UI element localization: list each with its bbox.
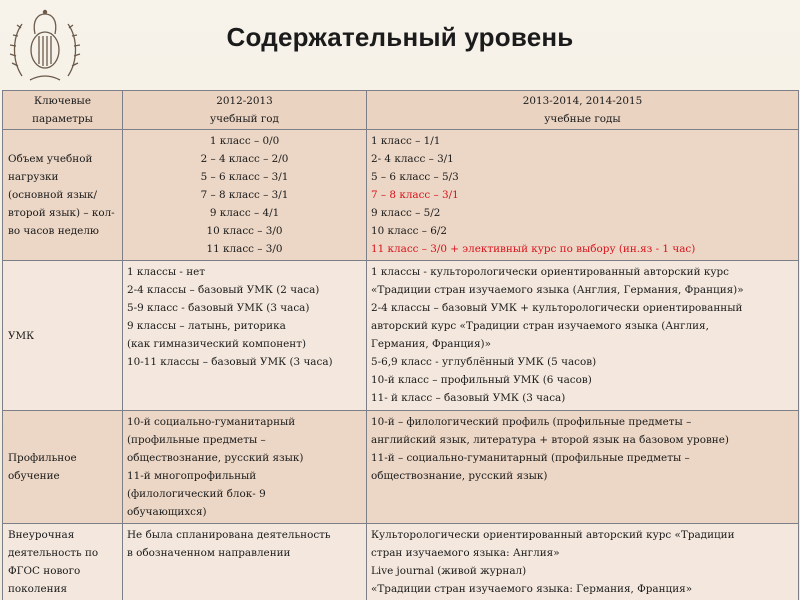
table-header-row [3, 91, 799, 130]
row-2012-cell [123, 411, 367, 524]
cell-line: 2- 4 класс – 3/1 [371, 153, 454, 165]
header-line: параметры [32, 113, 93, 125]
cell-line: 7 – 8 класс – 3/1 [200, 189, 289, 201]
cell-line: 10-й социально-гуманитарный [127, 416, 296, 428]
key-line: во часов неделю [8, 225, 99, 237]
key-line: УМК [8, 329, 35, 342]
key-line: (основной язык/ [8, 189, 98, 201]
key-line: ФГОС нового [8, 565, 81, 577]
cell-line: 10 класс – 3/0 [206, 225, 283, 237]
row-2012-cell [123, 130, 367, 261]
key-line: деятельность по [8, 547, 99, 559]
key-line: Объем учебной [8, 153, 93, 165]
cell-line-highlighted: 7 – 8 класс – 3/1 [371, 189, 459, 201]
key-line: второй язык) – кол- [8, 207, 115, 219]
cell-line: 10-й – филологический профиль (профильные предметы – [371, 416, 692, 428]
cell-line: 10 класс – 6/2 [371, 225, 447, 237]
key-line: нагрузки [8, 171, 59, 183]
cell-line: 5-6,9 класс - углублённый УМК (5 часов) [371, 356, 597, 368]
row-2013-cell [367, 411, 799, 524]
row-2013-cell [367, 524, 799, 600]
row-2012-cell [123, 524, 367, 600]
cell-line: Live journal (живой журнал) [371, 565, 527, 577]
row-2012-cell [123, 261, 367, 411]
row-key-cell [3, 130, 123, 261]
cell-line: 5 – 6 класс – 3/1 [200, 171, 289, 183]
cell-line: 1 классы - нет [127, 266, 206, 278]
row-2013-cell [367, 261, 799, 411]
table-row-load [3, 130, 799, 261]
table-row-extracurricular [3, 524, 799, 600]
cell-line: Культорологически ориентированный авторский курс «Традиции [371, 529, 735, 541]
cell-line: (филологический блок- 9 [127, 488, 266, 500]
row-key-cell [3, 261, 123, 411]
row-2013-cell [367, 130, 799, 261]
header-2013-2015 [367, 91, 799, 130]
cell-line-highlighted: 11 класс – 3/0 + элективный курс по выбору (ин.яз - 1 час) [371, 243, 696, 255]
table-row-profile [3, 411, 799, 524]
cell-line: «Традиции стран изучаемого языка (Англия, Германия, Франция)» [371, 284, 744, 296]
cell-line: 10-й класс – профильный УМК (6 часов) [371, 374, 592, 386]
content-table [2, 90, 799, 600]
cell-line: 1 классы - культорологически ориентированный авторский курс [371, 266, 729, 278]
row-key-cell [3, 524, 123, 600]
header-line: учебный год [210, 113, 279, 125]
cell-line: 9 класс – 4/1 [209, 207, 280, 219]
cell-line: Не была спланирована деятельность [127, 529, 331, 541]
cell-line: 1 класс – 1/1 [371, 135, 441, 147]
header-line: учебные годы [544, 113, 621, 125]
cell-line: 11-й – социально-гуманитарный (профильные предметы – [371, 452, 690, 464]
cell-line: Германия, Франция)» [371, 338, 491, 350]
cell-line: стран изучаемого языка: Англия» [371, 547, 560, 559]
cell-line: обучающихся) [127, 506, 207, 518]
cell-line: 2-4 классы – базовый УМК + культорологически ориентированный [371, 302, 743, 314]
header-line: 2012-2013 [216, 95, 273, 107]
cell-line: (профильные предметы – [127, 434, 266, 446]
key-line: Внеурочная [8, 529, 75, 541]
header-2012-2013 [123, 91, 367, 130]
cell-line: (как гимназический компонент) [127, 338, 307, 350]
header-line: 2013-2014, 2014-2015 [522, 95, 643, 107]
cell-line: 5 – 6 класс – 5/3 [371, 171, 459, 183]
cell-line: 11 класс – 3/0 [206, 243, 283, 255]
cell-line: авторский курс «Традиции стран изучаемого языка (Англия, [371, 320, 709, 332]
cell-line: 11-й многопрофильный [127, 470, 257, 482]
cell-line: обществознание, русский язык) [127, 452, 304, 464]
cell-line: обществознание, русский язык) [371, 470, 548, 482]
row-key-cell [3, 411, 123, 524]
key-line: обучение [8, 470, 60, 482]
cell-line: 10-11 классы – базовый УМК (3 часа) [127, 356, 333, 368]
cell-line: 2 – 4 класс – 2/0 [200, 153, 289, 165]
cell-line: в обозначенном направлении [127, 547, 291, 559]
key-line: поколения [8, 583, 68, 595]
cell-line: 11- й класс – базовый УМК (3 часа) [371, 392, 566, 404]
cell-line: английский язык, литература + второй язык на базовом уровне) [371, 434, 729, 446]
table-row-umk [3, 261, 799, 411]
cell-line: 1 класс – 0/0 [209, 135, 280, 147]
cell-line: 2-4 классы – базовый УМК (2 часа) [127, 284, 320, 296]
cell-line: 9 классы – латынь, риторика [127, 320, 286, 332]
key-line: Профильное [8, 452, 77, 464]
page-title: Содержательный уровень [226, 22, 574, 52]
header-key-params [3, 91, 123, 130]
cell-line: «Традиции стран изучаемого языка: Германия, Франция» [371, 583, 693, 595]
cell-line: 9 класс – 5/2 [371, 207, 441, 219]
header-line: Ключевые [34, 95, 91, 107]
cell-line: 5-9 класс - базовый УМК (3 часа) [127, 302, 310, 314]
